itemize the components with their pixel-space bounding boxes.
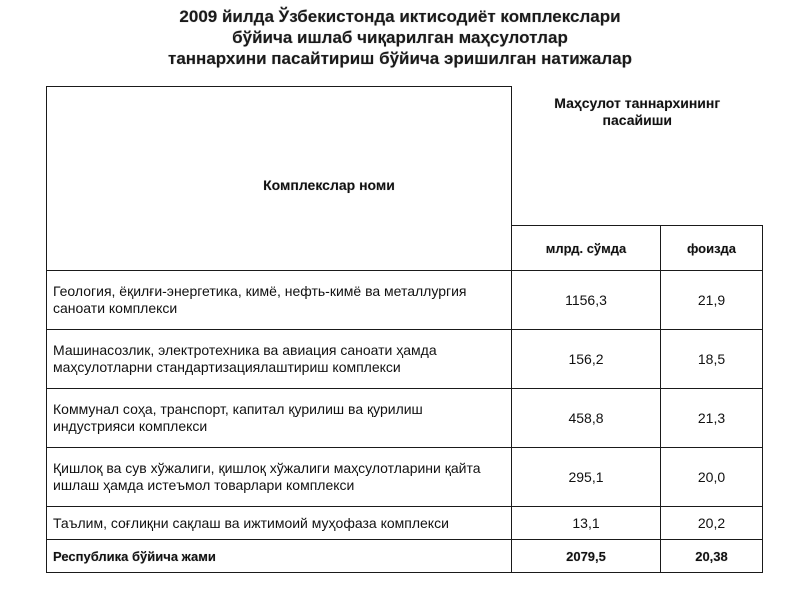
document-title [0, 6, 800, 69]
total-label: Республика бўйича жами [47, 540, 512, 573]
value-bln: 295,1 [512, 448, 661, 507]
value-bln: 156,2 [512, 330, 661, 389]
value-pct: 20,0 [661, 448, 763, 507]
table-row [47, 330, 763, 389]
complex-name-line-1: Коммунал соҳа, транспорт, капитал қурилиш ва қурилиш [53, 401, 423, 417]
value-pct: 21,3 [661, 389, 763, 448]
header-complex-name-cell [47, 87, 512, 271]
complex-name-line-2: индустрияси комплекси [53, 418, 208, 434]
title-line-1: 2009 йилда Ўзбекистонда иктисодиёт комплекслари [179, 7, 621, 26]
total-row [47, 540, 763, 573]
table-row [47, 389, 763, 448]
header-reduction-cell [512, 87, 763, 226]
complex-name-cell [47, 271, 512, 330]
header-unit-bln: млрд. сўмда [512, 226, 661, 271]
value-bln: 1156,3 [512, 271, 661, 330]
complex-name-cell [47, 389, 512, 448]
header-complex-name: Комплекслар номи [263, 176, 395, 193]
total-bln: 2079,5 [512, 540, 661, 573]
value-bln: 13,1 [512, 507, 661, 540]
table-row [47, 271, 763, 330]
complex-name-line-1: Геология, ёқилғи-энергетика, кимё, нефть-кимё ва металлургия [53, 283, 467, 299]
header-unit-pct: фоизда [661, 226, 763, 271]
header-reduction-line-1: Маҳсулот таннархининг [554, 94, 721, 111]
table-row [47, 507, 763, 540]
value-pct: 18,5 [661, 330, 763, 389]
complex-name-line-2: ишлаш ҳамда истеъмол товарлари комплекси [53, 477, 355, 493]
complex-name-line-2: маҳсулотларни стандартизациялаштириш комплекси [53, 359, 401, 375]
value-bln: 458,8 [512, 389, 661, 448]
results-table [46, 86, 763, 573]
title-line-2: бўйича ишлаб чиқарилган маҳсулотлар [232, 28, 568, 47]
header-row [47, 87, 763, 226]
complex-name-line-1: Таълим, соғлиқни сақлаш ва ижтимоий муҳофаза комплекси [53, 514, 449, 531]
complex-name-cell [47, 448, 512, 507]
value-pct: 21,9 [661, 271, 763, 330]
table-row [47, 448, 763, 507]
header-reduction-line-2: пасайиши [602, 111, 672, 128]
title-line-3: таннархини пасайтириш бўйича эришилган натижалар [168, 49, 632, 68]
complex-name-cell [47, 330, 512, 389]
value-pct: 20,2 [661, 507, 763, 540]
total-pct: 20,38 [661, 540, 763, 573]
complex-name-line-1: Қишлоқ ва сув хўжалиги, қишлоқ хўжалиги маҳсулотларини қайта [53, 460, 481, 476]
complex-name-line-2: саноати комплекси [53, 300, 178, 316]
complex-name-cell [47, 507, 512, 540]
complex-name-line-1: Машинасозлик, электротехника ва авиация саноати ҳамда [53, 342, 437, 358]
